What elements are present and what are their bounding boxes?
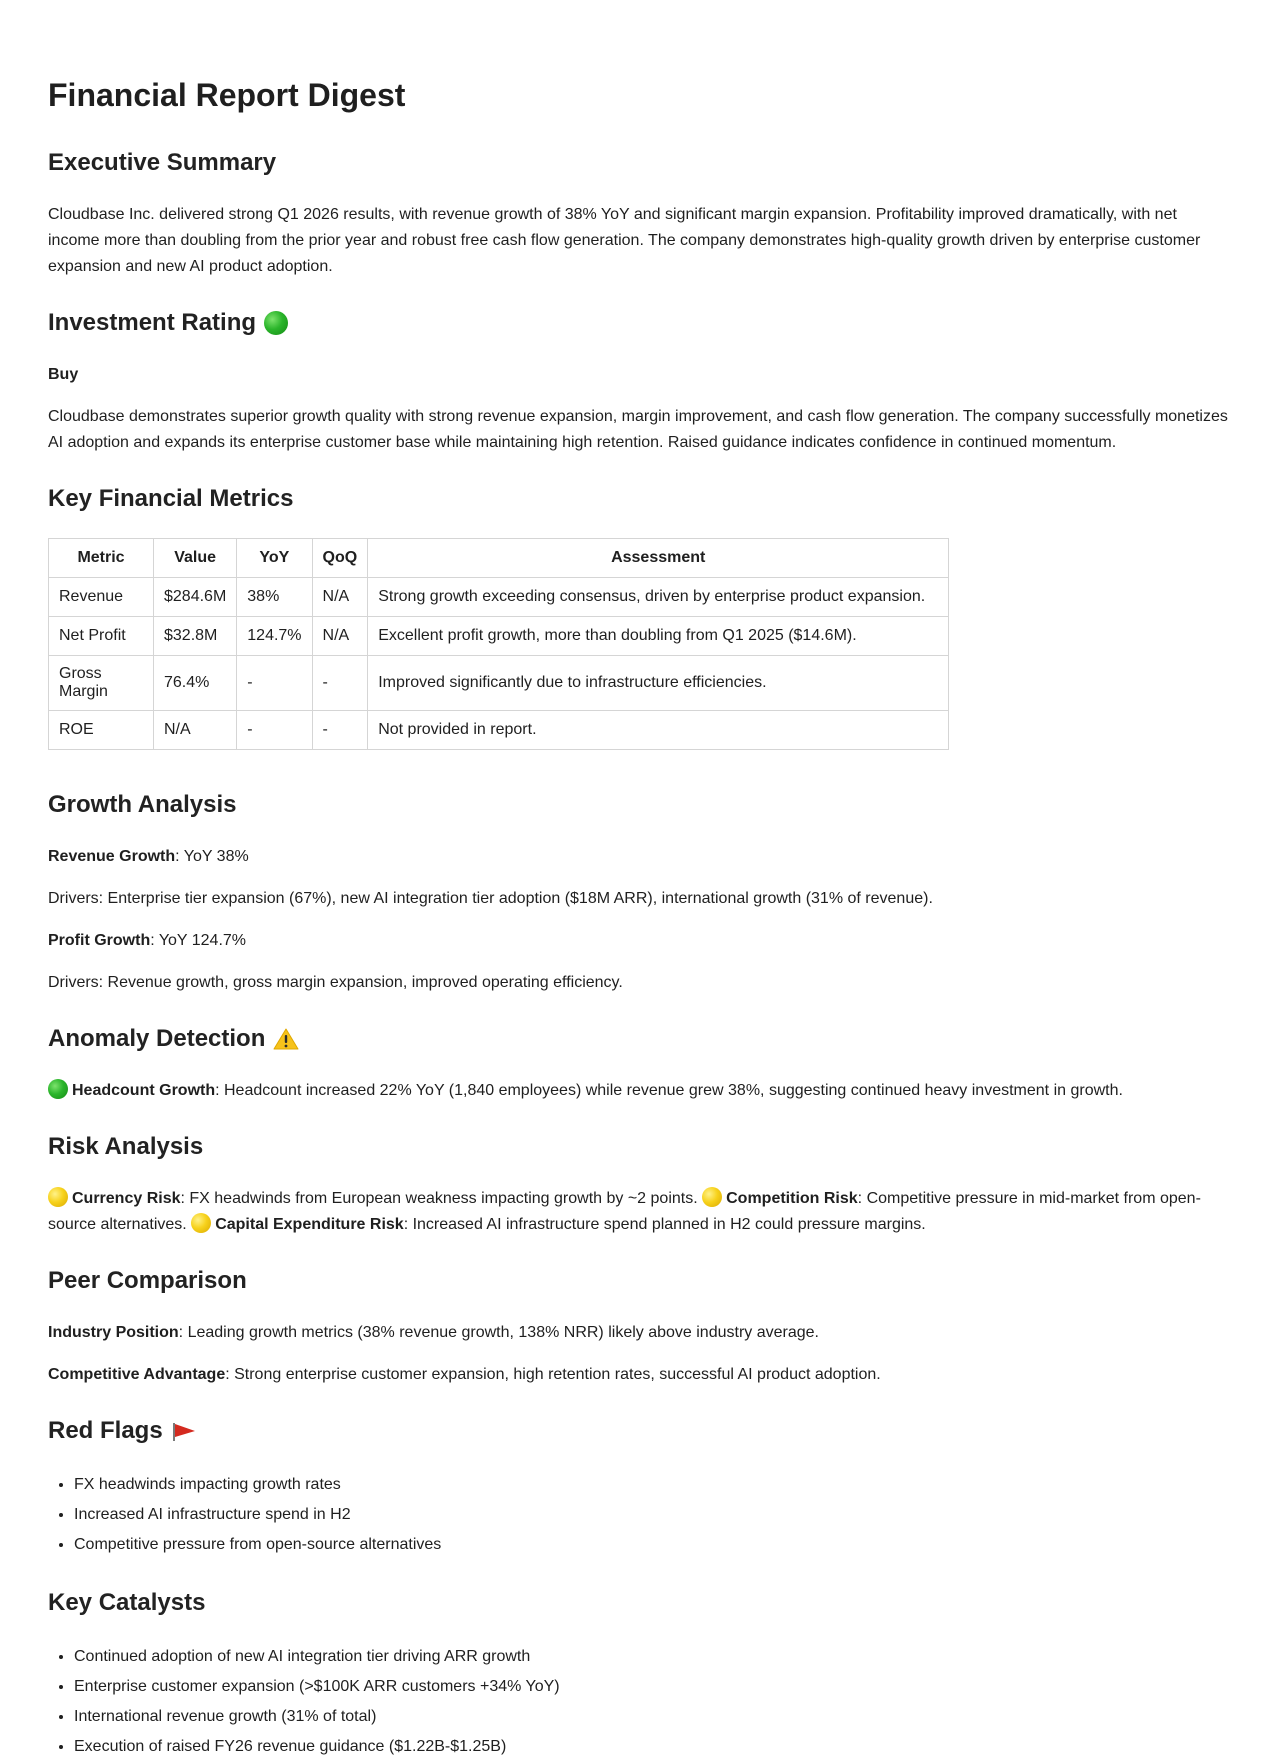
green-circle-icon (48, 1079, 68, 1099)
table-cell: 76.4% (154, 656, 237, 711)
table-row (49, 578, 949, 617)
column-header: Value (154, 539, 237, 578)
peer-comparison-heading: Peer Comparison (48, 1267, 247, 1295)
table-row (49, 656, 949, 711)
risk-list (48, 1186, 1232, 1238)
risk-label: Competition Risk (726, 1190, 858, 1208)
industry-position (48, 1320, 1232, 1346)
column-header: YoY (237, 539, 312, 578)
executive-summary-text: Cloudbase Inc. delivered strong Q1 2026 results, with revenue growth of 38% YoY and significant margin expansion. Profitability improved dramatically, with net income more than doubling from the prior year and robust free cash flow generation. The company demonstrates high-quality growth driven by enterprise customer expansion and new AI product adoption. (48, 206, 1201, 276)
profit-growth-line (48, 928, 1232, 954)
list-item: • Increased AI infrastructure spend in H2 (74, 1500, 1232, 1530)
red-flags-title: Red Flags (48, 1417, 163, 1445)
profit-growth-value: : YoY 124.7% (150, 932, 247, 950)
revenue-growth-value: : YoY 38% (175, 848, 249, 866)
table-cell: Revenue (49, 578, 154, 617)
anomaly-item-text: : Headcount increased 22% YoY (1,840 employees) while revenue grew 38%, suggesting continued heavy investment in growth. (215, 1082, 1123, 1100)
list-item: • International revenue growth (31% of total) (74, 1702, 1232, 1732)
profit-growth-label: Profit Growth (48, 932, 151, 950)
profit-drivers: Drivers: Revenue growth, gross margin expansion, improved operating efficiency. (48, 974, 623, 992)
table-cell: - (237, 711, 312, 750)
table-cell: N/A (312, 617, 368, 656)
executive-summary-section (48, 148, 1232, 280)
industry-position-label: Industry Position (48, 1324, 179, 1342)
table-cell: Improved significantly due to infrastructure efficiencies. (368, 656, 949, 711)
competitive-advantage-label: Competitive Advantage (48, 1366, 226, 1384)
table-row (49, 711, 949, 750)
rating-label: Buy (48, 366, 79, 384)
table-cell: - (312, 656, 368, 711)
investment-rating-section (48, 308, 1232, 456)
revenue-growth-line (48, 844, 1232, 870)
red-flags-heading (48, 1416, 1232, 1446)
risk-text: : FX headwinds from European weakness impacting growth by ~2 points. (180, 1190, 703, 1208)
competitive-advantage-text: : Strong enterprise customer expansion, high retention rates, successful AI product adoption. (225, 1366, 881, 1384)
investment-rating-text: Cloudbase demonstrates superior growth quality with strong revenue expansion, margin improvement, and cash flow generation. The company successfully monetizes AI adoption and expands its enterprise customer base while maintaining high retention. Raised guidance indicates confidence in continued momentum. (48, 408, 1228, 452)
growth-analysis-section (48, 790, 1232, 996)
investment-rating-value (48, 362, 1232, 388)
list-item: • FX headwinds impacting growth rates (74, 1470, 1232, 1500)
list-item: • Execution of raised FY26 revenue guidance ($1.22B-$1.25B) (74, 1732, 1232, 1762)
column-header: QoQ (312, 539, 368, 578)
green-circle-icon (264, 311, 288, 335)
growth-analysis-heading: Growth Analysis (48, 791, 237, 819)
list-item: • Continued adoption of new AI integration tier driving ARR growth (74, 1642, 1232, 1672)
yellow-circle-icon (702, 1187, 722, 1207)
list-item: • Enterprise customer expansion (>$100K ARR customers +34% YoY) (74, 1672, 1232, 1702)
table-cell: N/A (154, 711, 237, 750)
risk-text: : Increased AI infrastructure spend planned in H2 could pressure margins. (403, 1216, 926, 1234)
yellow-circle-icon (191, 1213, 211, 1233)
investment-rating-title: Investment Rating (48, 309, 257, 337)
anomaly-detection-title: Anomaly Detection (48, 1025, 266, 1053)
table-cell: 38% (237, 578, 312, 617)
yellow-circle-icon (48, 1187, 68, 1207)
investment-rating-heading (48, 308, 1232, 338)
key-catalysts-list (48, 1642, 1232, 1762)
metrics-table (48, 538, 949, 750)
warning-icon (273, 1027, 299, 1051)
list-item: • Competitive pressure from open-source alternatives (74, 1530, 1232, 1560)
anomaly-detection-section (48, 1024, 1232, 1104)
revenue-growth-label: Revenue Growth (48, 848, 176, 866)
column-header: Assessment (368, 539, 949, 578)
table-cell: - (237, 656, 312, 711)
table-row (49, 617, 949, 656)
table-cell: Not provided in report. (368, 711, 949, 750)
table-cell: ROE (49, 711, 154, 750)
red-flag-icon (171, 1419, 197, 1443)
table-cell: Strong growth exceeding consensus, driven by enterprise product expansion. (368, 578, 949, 617)
table-cell: Net Profit (49, 617, 154, 656)
key-metrics-heading: Key Financial Metrics (48, 485, 294, 513)
table-cell: Gross Margin (49, 656, 154, 711)
risk-label: Capital Expenditure Risk (215, 1216, 404, 1234)
table-cell: $284.6M (154, 578, 237, 617)
risk-label: Currency Risk (72, 1190, 181, 1208)
table-cell: Excellent profit growth, more than doubling from Q1 2025 ($14.6M). (368, 617, 949, 656)
table-cell: 124.7% (237, 617, 312, 656)
anomaly-detection-heading (48, 1024, 1232, 1054)
page-title: Financial Report Digest (48, 77, 406, 113)
key-catalysts-section (48, 1588, 1232, 1762)
key-catalysts-heading: Key Catalysts (48, 1589, 206, 1617)
table-header-row (49, 539, 949, 578)
table-cell: $32.8M (154, 617, 237, 656)
key-metrics-section (48, 484, 1232, 750)
anomaly-item-label: Headcount Growth (72, 1082, 216, 1100)
column-header: Metric (49, 539, 154, 578)
peer-comparison-section (48, 1266, 1232, 1388)
industry-position-text: : Leading growth metrics (38% revenue growth, 138% NRR) likely above industry average. (178, 1324, 819, 1342)
anomaly-item (48, 1078, 1232, 1104)
table-cell: N/A (312, 578, 368, 617)
risk-analysis-section (48, 1132, 1232, 1238)
executive-summary-heading: Executive Summary (48, 149, 277, 177)
red-flags-section (48, 1416, 1232, 1560)
risk-text: : Competitive pressure in mid-market from open-source alternatives. (48, 1190, 1201, 1234)
competitive-advantage (48, 1362, 1232, 1388)
risk-analysis-heading: Risk Analysis (48, 1133, 204, 1161)
table-cell: - (312, 711, 368, 750)
revenue-drivers: Drivers: Enterprise tier expansion (67%), new AI integration tier adoption ($18M ARR), international growth (31% of revenue). (48, 890, 933, 908)
red-flags-list (48, 1470, 1232, 1560)
